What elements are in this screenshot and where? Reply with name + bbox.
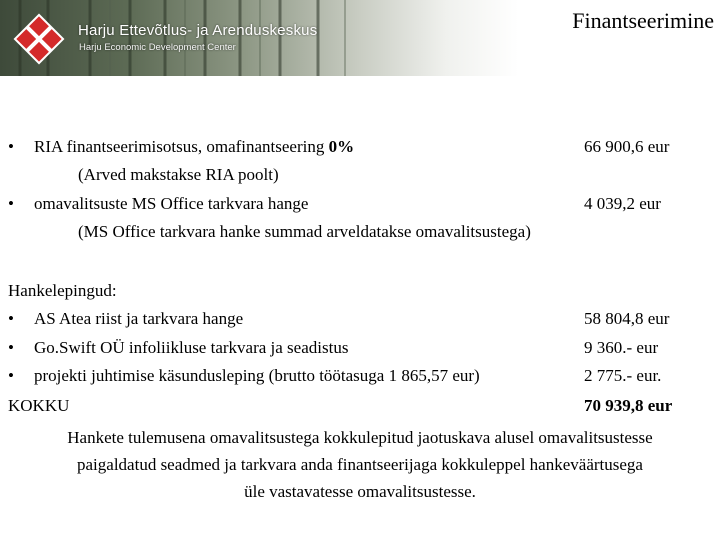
funding-item-ria-note: (Arved makstakse RIA poolt) [78, 165, 279, 184]
bullet-icon: • [8, 137, 14, 156]
total-amount: 70 939,8 eur [584, 396, 673, 415]
funding-item-ria-label: RIA finantseerimisotsus, omafinantseering 0% [34, 137, 355, 156]
summary-line: Hankete tulemusena omavalitsustega kokkulepitud jaotuskava alusel omavalitsustesse [67, 428, 653, 447]
contracts-heading: Hankelepingud: [8, 281, 117, 300]
summary-line: üle vastavatesse omavalitsustesse. [244, 482, 476, 501]
contract-item-amount: 9 360.- eur [584, 338, 659, 357]
bullet-icon: • [8, 194, 14, 213]
funding-item-msoffice-note: (MS Office tarkvara hanke summad arveldatakse omavalitsustega) [78, 222, 531, 241]
bullet-icon: • [8, 338, 14, 357]
funding-item-ria-amount: 66 900,6 eur [584, 137, 670, 156]
organization-subtitle: Harju Economic Development Center [79, 42, 236, 53]
funding-item-msoffice-amount: 4 039,2 eur [584, 194, 661, 213]
summary-line: paigaldatud seadmed ja tarkvara anda finantseerijaga kokkuleppel hankeväärtusega [77, 455, 643, 474]
page-title: Finantseerimine [572, 8, 714, 33]
contract-item-label: Go.Swift OÜ infoliikluse tarkvara ja seadistus [34, 338, 349, 357]
total-label: KOKKU [8, 396, 70, 415]
bullet-icon: • [8, 309, 14, 328]
bullet-icon: • [8, 366, 14, 385]
contract-item-label: projekti juhtimise käsundusleping (brutto töötasuga 1 865,57 eur) [34, 366, 480, 385]
contract-item-amount: 58 804,8 eur [584, 309, 670, 328]
contract-item-amount: 2 775.- eur. [584, 366, 662, 385]
organization-name: Harju Ettevõtlus- ja Arenduskeskus [78, 22, 318, 39]
funding-item-msoffice-label: omavalitsuste MS Office tarkvara hange [34, 194, 309, 213]
logo-icon [10, 10, 68, 68]
contract-item-label: AS Atea riist ja tarkvara hange [34, 309, 244, 328]
summary-paragraph [0, 424, 720, 505]
